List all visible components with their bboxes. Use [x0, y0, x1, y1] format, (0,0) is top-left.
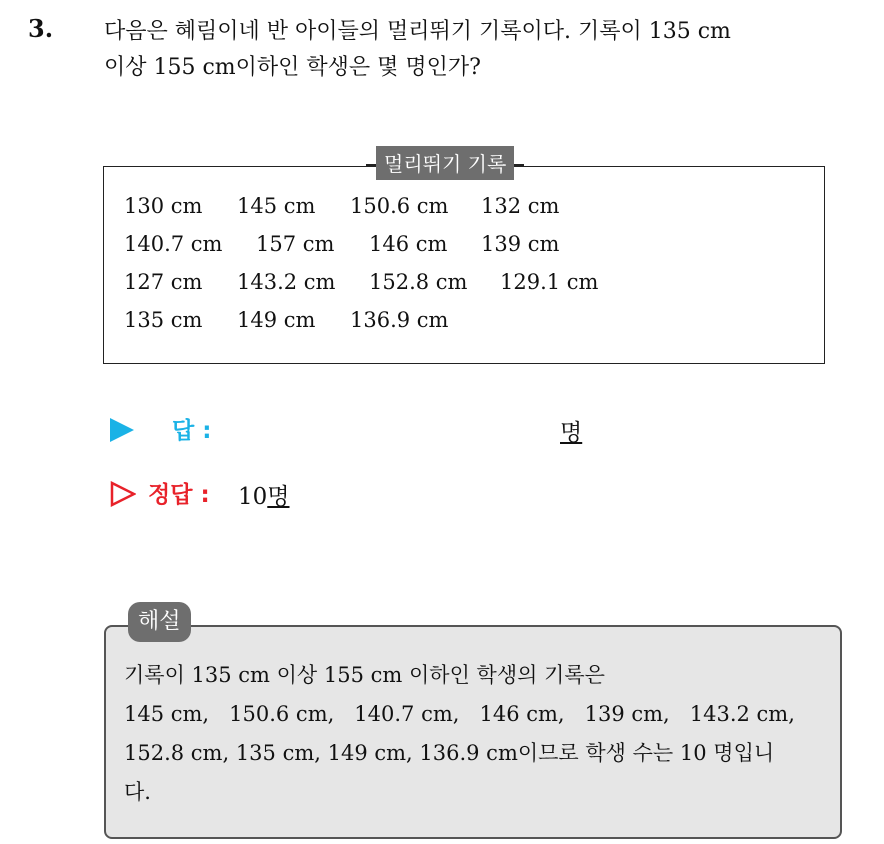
- question-number: 3.: [28, 14, 54, 43]
- answer-label: 답 :: [172, 418, 212, 444]
- play-triangle-icon: [110, 418, 134, 442]
- record-value: 145 cm: [237, 194, 316, 218]
- record-value: 157 cm: [256, 232, 335, 256]
- correct-answer-unit: 명: [267, 484, 290, 510]
- record-value: 132 cm: [481, 194, 560, 218]
- record-value: 150.6 cm: [350, 194, 449, 218]
- correct-answer-row: [110, 476, 610, 516]
- explanation-title: 해설: [128, 602, 191, 642]
- explanation-line: 다.: [124, 780, 151, 804]
- explanation-line: 152.8 cm, 135 cm, 149 cm, 136.9 cm이므로 학생 수는 10 명입니: [124, 741, 775, 765]
- record-value: 135 cm: [124, 308, 203, 332]
- record-value: 130 cm: [124, 194, 203, 218]
- question-line-2: 이상 155 cm이하인 학생은 몇 명인가?: [104, 55, 481, 80]
- record-value: 146 cm: [369, 232, 448, 256]
- explanation-text: [124, 656, 830, 812]
- records-title: 멀리뛰기 기록: [376, 146, 514, 180]
- record-value: 127 cm: [124, 270, 203, 294]
- correct-answer-value: [238, 478, 290, 511]
- record-value: 149 cm: [237, 308, 316, 332]
- correct-answer-number: 10: [238, 484, 268, 510]
- explanation-line: 145 cm, 150.6 cm, 140.7 cm, 146 cm, 139 cm, 143.2 cm,: [124, 702, 795, 726]
- play-outline-icon: [110, 481, 136, 507]
- record-value: 140.7 cm: [124, 232, 223, 256]
- records-box: [103, 166, 825, 364]
- correct-answer-label: 정답 :: [148, 482, 210, 508]
- answer-unit: 명: [560, 420, 583, 446]
- record-value: 139 cm: [481, 232, 560, 256]
- explanation-line: 기록이 135 cm 이상 155 cm 이하인 학생의 기록은: [124, 663, 605, 687]
- record-value: 129.1 cm: [500, 270, 599, 294]
- answer-row: [110, 412, 610, 452]
- record-value: 152.8 cm: [369, 270, 468, 294]
- question-text: [104, 14, 874, 86]
- record-value: 143.2 cm: [237, 270, 336, 294]
- question-line-1: 다음은 혜림이네 반 아이들의 멀리뛰기 기록이다. 기록이 135 cm: [104, 19, 731, 44]
- record-value: 136.9 cm: [350, 308, 449, 332]
